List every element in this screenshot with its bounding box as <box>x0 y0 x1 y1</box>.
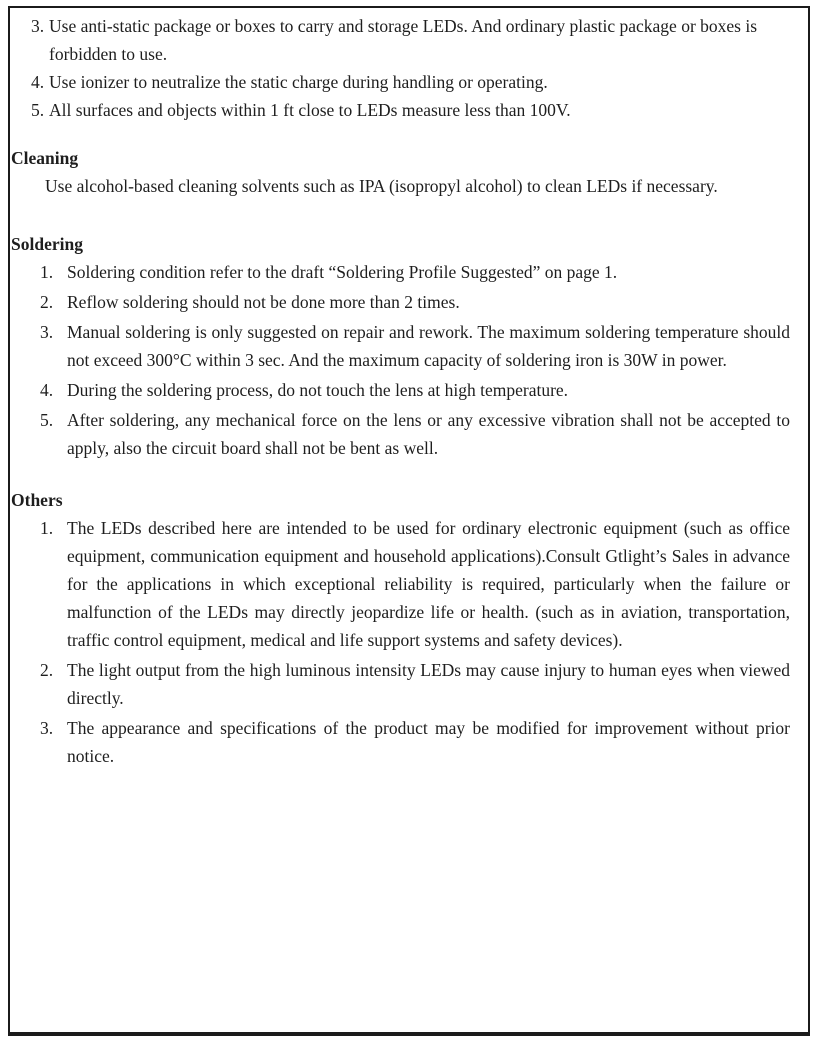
item-number: 3. <box>40 322 54 342</box>
item-number: 4. <box>40 380 54 400</box>
others-section <box>11 486 790 770</box>
soldering-list <box>11 258 790 462</box>
item-text: The light output from the high luminous intensity LEDs may cause injury to human eyes when viewed directly. <box>67 660 790 708</box>
section-heading-cleaning: Cleaning <box>11 148 79 168</box>
item-text: Reflow soldering should not be done more than 2 times. <box>67 292 460 312</box>
list-item <box>40 656 790 712</box>
section-heading-soldering: Soldering <box>11 234 83 254</box>
list-item <box>40 318 790 374</box>
list-item <box>40 288 790 316</box>
item-text: The LEDs described here are intended to be used for ordinary electronic equipment (such as office equipment, communication equipment and household applications).Consult Gtlight’s Sales in advance for the applications in which exceptional reliability is required, particularly when the failure or malfunction of the LEDs may directly jeopardize life or health. (such as in aviation, transportation, traffic control equipment, medical and life support systems and safety devices). <box>67 518 790 650</box>
handling-precautions-list <box>31 12 790 124</box>
item-text: Use ionizer to neutralize the static charge during handling or operating. <box>49 72 548 92</box>
list-item <box>40 406 790 462</box>
section-heading-others: Others <box>11 490 63 510</box>
item-number: 3. <box>40 718 54 738</box>
item-text: After soldering, any mechanical force on the lens or any excessive vibration shall not be accepted to apply, also the circuit board shall not be bent as well. <box>67 410 790 458</box>
item-number: 5. <box>40 410 54 430</box>
item-text: During the soldering process, do not touch the lens at high temperature. <box>67 380 569 400</box>
item-number: 3. <box>31 16 45 36</box>
cleaning-section <box>11 144 790 200</box>
list-item <box>31 96 790 124</box>
item-number: 2. <box>40 292 54 312</box>
item-text: Soldering condition refer to the draft “Soldering Profile Suggested” on page 1. <box>67 262 618 282</box>
document-page-frame <box>8 6 810 1036</box>
item-text: The appearance and specifications of the product may be modified for improvement without prior notice. <box>67 718 790 766</box>
list-item <box>31 12 790 68</box>
item-number: 5. <box>31 100 45 120</box>
cleaning-paragraph: Use alcohol-based cleaning solvents such as IPA (isopropyl alcohol) to clean LEDs if necessary. <box>45 176 718 196</box>
item-number: 4. <box>31 72 45 92</box>
list-item <box>31 68 790 96</box>
item-text: Manual soldering is only suggested on repair and rework. The maximum soldering temperature should not exceed 300°C within 3 sec. And the maximum capacity of soldering iron is 30W in power. <box>67 322 790 370</box>
others-list <box>11 514 790 770</box>
list-item <box>40 514 790 654</box>
soldering-section <box>11 230 790 462</box>
list-item <box>40 258 790 286</box>
item-text: All surfaces and objects within 1 ft close to LEDs measure less than 100V. <box>49 100 571 120</box>
item-text: Use anti-static package or boxes to carry and storage LEDs. And ordinary plastic package or boxes is forbidden to use. <box>49 16 758 64</box>
item-number: 1. <box>40 262 54 282</box>
item-number: 2. <box>40 660 54 680</box>
list-item <box>40 714 790 770</box>
list-item <box>40 376 790 404</box>
item-number: 1. <box>40 518 54 538</box>
